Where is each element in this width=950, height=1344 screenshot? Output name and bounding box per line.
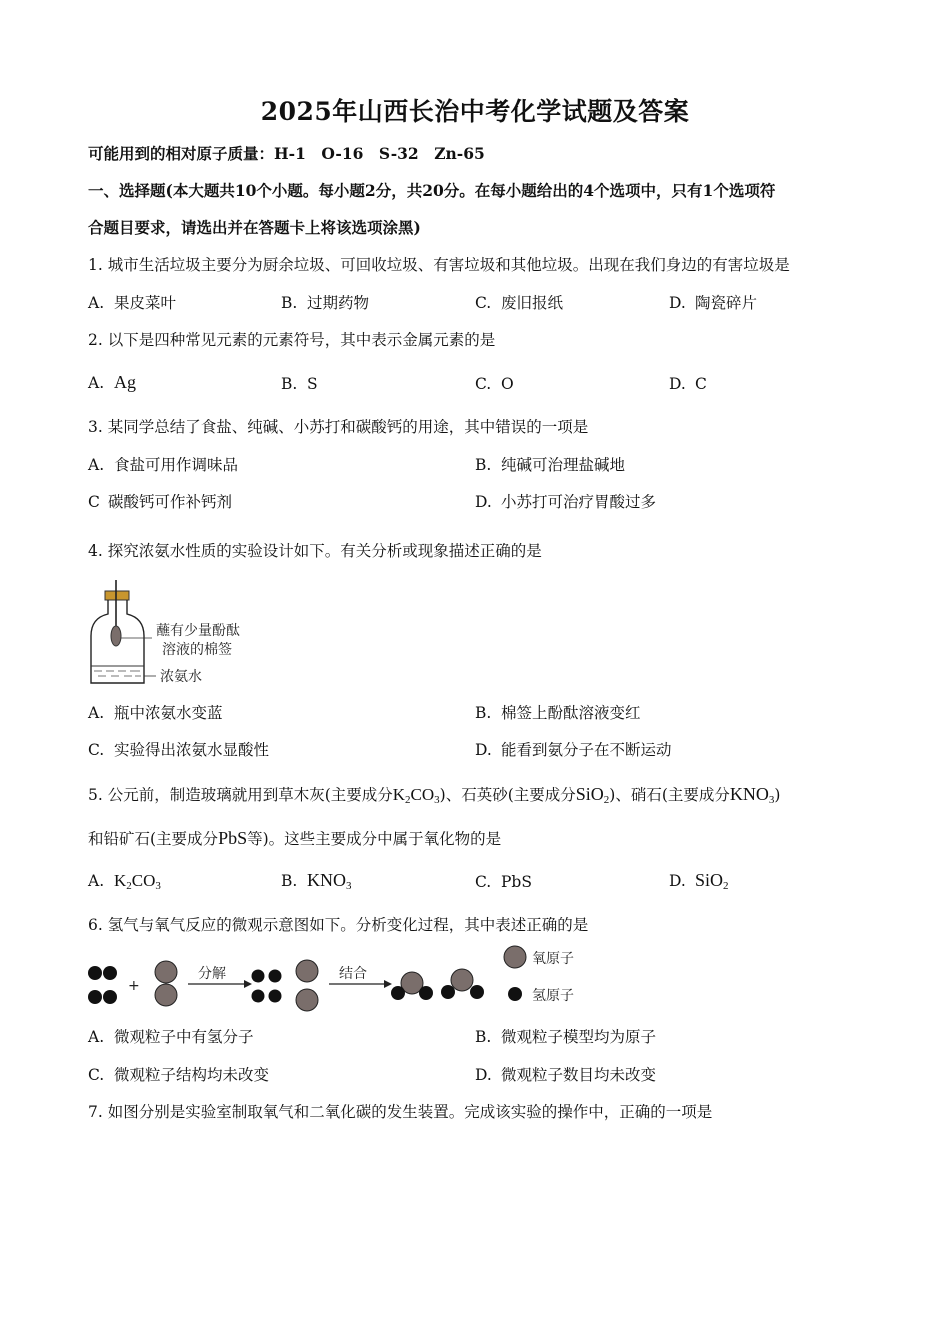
legend-oxygen-label: 氧原子 [532, 951, 574, 967]
q6-stem: 6. 氢气与氧气反应的微观示意图如下。分析变化过程，其中表述正确的是 [88, 916, 589, 934]
q6-option-a: A. 微观粒子中有氢分子 [88, 1028, 254, 1046]
liquid-hatch [94, 671, 141, 676]
formula-pbs: PbS [218, 828, 248, 848]
arrow-decompose-head [244, 980, 252, 988]
label-combine: 结合 [339, 966, 367, 982]
q5-option-c: C. PbS [475, 873, 532, 891]
atomic-masses: 可能用到的相对原子质量：H-1 O-16 S-32 Zn-65 [88, 144, 485, 163]
page-title: 2025年山西长治中考化学试题及答案 [260, 97, 690, 126]
oxygen-atoms [296, 960, 318, 1011]
legend-oxygen-icon [504, 946, 526, 968]
q5-option-a: A. $K_2CO_3$ [88, 871, 161, 892]
hydrogen-atoms [252, 970, 282, 1003]
q6-option-c: C. 微观粒子结构均未改变 [88, 1066, 270, 1084]
water-molecule-1 [391, 972, 433, 1000]
cork-stopper [105, 591, 129, 600]
label-cotton-swab: 溶液的棉签 [162, 642, 232, 658]
q3-option-b: B. 纯碱可治理盐碱地 [475, 456, 626, 474]
q2-option-a: A. Ag [88, 372, 136, 392]
cotton-swab [111, 626, 121, 646]
q1-option-d: D. 陶瓷碎片 [669, 294, 758, 312]
q4-ammonia-bottle-figure [84, 578, 284, 690]
formula-k2co3: $K_2CO_3$ [392, 785, 440, 806]
q3-option-c: C 碳酸钙可作补钙剂 [88, 493, 233, 511]
q1-option-c: C. 废旧报纸 [475, 294, 564, 312]
q6-reaction-figure [84, 940, 624, 1020]
q1-stem: 1. 城市生活垃圾主要分为厨余垃圾、可回收垃圾、有害垃圾和其他垃圾。出现在我们身边的有害垃圾是 [88, 256, 790, 274]
q4-option-a: A. 瓶中浓氨水变蓝 [88, 704, 223, 722]
legend-hydrogen-label: 氢原子 [532, 988, 574, 1004]
q6-option-d: D. 微观粒子数目均未改变 [475, 1066, 657, 1084]
formula-kno3: $KNO_3$ [729, 784, 775, 806]
q3-option-d: D. 小苏打可治疗胃酸过多 [475, 493, 657, 511]
q2-stem: 2. 以下是四种常见元素的元素符号，其中表示金属元素的是 [88, 331, 496, 349]
q4-stem: 4. 探究浓氨水性质的实验设计如下。有关分析或现象描述正确的是 [88, 542, 542, 560]
q1-option-b: B. 过期药物 [281, 294, 370, 312]
q5-stem-line2: 和铅矿石(主要成分PbS等)。这些主要成分中属于氧化物的是 [88, 828, 502, 848]
label-phenolphthalein: 蘸有少量酚酞 [156, 623, 240, 639]
hydrogen-molecules [88, 966, 117, 1004]
formula-sio2: SiO$_2$ [575, 784, 610, 806]
oxygen-molecule [155, 961, 177, 1006]
section1-heading-line1: 一、选择题(本大题共10个小题。每小题2分，共20分。在每小题给出的4个选项中，只有1个选项符 [88, 181, 776, 200]
q4-option-c: C. 实验得出浓氨水显酸性 [88, 741, 270, 759]
q4-option-b: B. 棉签上酚酞溶液变红 [475, 704, 641, 722]
q5-stem-line1: 5. 公元前，制造玻璃就用到草木灰(主要成分$K_2CO_3$)、石英砂(主要成分SiO$_2$)、硝石(主要成分$KNO_3$) [88, 784, 781, 806]
q5-option-b: B. $KNO_3$ [281, 870, 352, 892]
q7-stem: 7. 如图分别是实验室制取氧气和二氧化碳的发生装置。完成该实验的操作中，正确的一项是 [88, 1103, 713, 1121]
section1-heading-line2: 合题目要求，请选出并在答题卡上将该选项涂黑) [88, 218, 421, 237]
q3-stem: 3. 某同学总结了食盐、纯碱、小苏打和碳酸钙的用途，其中错误的一项是 [88, 418, 589, 436]
q6-option-b: B. 微观粒子模型均为原子 [475, 1028, 657, 1046]
q2-option-c: C. O [475, 375, 514, 393]
q4-option-d: D. 能看到氨分子在不断运动 [475, 741, 672, 759]
label-ammonia: 浓氨水 [160, 669, 202, 685]
plus-sign: + [128, 978, 140, 994]
q5-option-d: D. SiO$_2$ [669, 870, 729, 892]
legend-hydrogen-icon [508, 987, 522, 1001]
q2-option-b: B. S [281, 375, 318, 393]
arrow-combine-head [384, 980, 392, 988]
water-molecule-2 [441, 969, 484, 999]
q2-option-d: D. C [669, 375, 707, 393]
label-decompose: 分解 [198, 966, 226, 982]
q3-option-a: A. 食盐可用作调味品 [88, 456, 239, 474]
q1-option-a: A. 果皮菜叶 [88, 294, 177, 312]
